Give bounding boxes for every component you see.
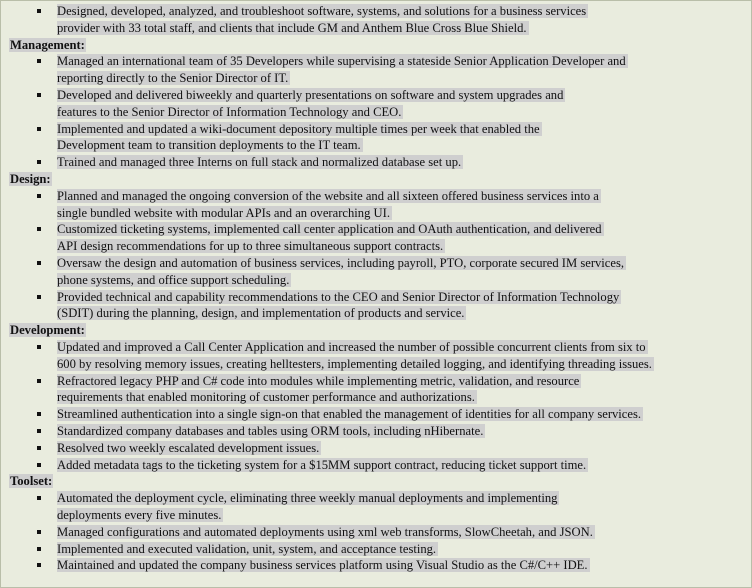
square-bullet-icon: [37, 93, 41, 97]
square-bullet-icon: [37, 547, 41, 551]
list-item: [7, 289, 747, 323]
item-line: [57, 238, 747, 255]
item-line: [57, 137, 747, 154]
item-line-text: Refractored legacy PHP and C# code into modules while implementing metric, validation, and resource: [57, 373, 580, 388]
item-line-text: Developed and delivered biweekly and quarterly presentations on software and system upgrades and: [57, 87, 564, 102]
item-line: [57, 20, 747, 37]
item-line: [57, 121, 747, 138]
item-line: [57, 557, 747, 574]
square-bullet-icon: [37, 463, 41, 467]
list-item: [7, 87, 747, 121]
item-line-text: Oversaw the design and automation of business services, including payroll, PTO, corporate secured IM services,: [57, 255, 625, 270]
item-line: [57, 524, 747, 541]
bullet-list: [7, 53, 747, 171]
item-line-text: Trained and managed three Interns on full stack and normalized database set up.: [57, 155, 462, 170]
item-line: [57, 389, 747, 406]
item-line: [57, 457, 747, 474]
item-line: [57, 272, 747, 289]
square-bullet-icon: [37, 345, 41, 349]
item-line: [57, 255, 747, 272]
item-line: [57, 289, 747, 306]
item-line: [57, 205, 747, 222]
square-bullet-icon: [37, 429, 41, 433]
square-bullet-icon: [37, 530, 41, 534]
item-line-text: Managed configurations and automated deployments using xml web transforms, SlowCheetah, and JSON.: [57, 524, 593, 539]
square-bullet-icon: [37, 194, 41, 198]
section-intro: [7, 3, 747, 37]
list-item: [7, 373, 747, 407]
item-line-text: single bundled website with modular APIs and an overarching UI.: [57, 205, 390, 220]
bullet-list: [7, 188, 747, 322]
item-line-text: Implemented and executed validation, unit, system, and acceptance testing.: [57, 541, 437, 556]
section-heading: [7, 37, 747, 54]
section-heading-text: Management:: [10, 37, 85, 52]
section-heading-text: Design:: [10, 171, 51, 186]
section-heading: [7, 171, 747, 188]
item-line-text: Provided technical and capability recommendations to the CEO and Senior Director of Information Technology: [57, 289, 620, 304]
item-line-text: Resolved two weekly escalated development issues.: [57, 440, 320, 455]
item-line: [57, 70, 747, 87]
section-heading-text: Toolset:: [10, 474, 53, 489]
item-line-text: Added metadata tags to the ticketing system for a $15MM support contract, reducing ticket support time.: [57, 457, 587, 472]
item-line-text: Standardized company databases and tables using ORM tools, including nHibernate.: [57, 423, 484, 438]
item-line-text: requirements that enabled monitoring of customer performance and authorizations.: [57, 390, 475, 405]
item-line-text: Designed, developed, analyzed, and troubleshoot software, systems, and solutions for a business services: [57, 4, 587, 18]
item-line-text: API design recommendations for up to three simultaneous support contracts.: [57, 239, 444, 254]
item-line-text: provider with 33 total staff, and clients that include GM and Anthem Blue Cross Blue Shield.: [57, 20, 527, 35]
item-line-text: Streamlined authentication into a single sign-on that enabled the management of identities for all company services.: [57, 407, 642, 422]
item-line: [57, 339, 747, 356]
item-line: [57, 490, 747, 507]
list-item: [7, 53, 747, 87]
square-bullet-icon: [37, 295, 41, 299]
item-line-text: Development team to transition deployments to the IT team.: [57, 138, 361, 153]
item-line-text: reporting directly to the Senior Director of IT.: [57, 71, 289, 86]
item-line: [57, 305, 747, 322]
item-line: [57, 406, 747, 423]
section-toolset: [7, 473, 747, 574]
item-line-text: 600 by resolving memory issues, creating helltesters, implementing detailed logging, and identifying threading issues.: [57, 356, 652, 371]
square-bullet-icon: [37, 446, 41, 450]
list-item: [7, 406, 747, 423]
bullet-list: [7, 490, 747, 574]
list-item: [7, 255, 747, 289]
section-design: [7, 171, 747, 322]
list-item: [7, 457, 747, 474]
item-line: [57, 154, 747, 171]
list-item: [7, 557, 747, 574]
list-item: [7, 221, 747, 255]
item-line: [57, 3, 747, 20]
resume-content: [7, 3, 747, 574]
item-line-text: features to the Senior Director of Information Technology and CEO.: [57, 104, 402, 119]
square-bullet-icon: [37, 227, 41, 231]
section-heading-text: Development:: [10, 323, 85, 338]
bullet-list: [7, 3, 747, 37]
square-bullet-icon: [37, 379, 41, 383]
square-bullet-icon: [37, 160, 41, 164]
list-item: [7, 121, 747, 155]
list-item: [7, 188, 747, 222]
section-management: [7, 37, 747, 171]
item-line: [57, 440, 747, 457]
list-item: [7, 524, 747, 541]
item-line-text: (SDIT) during the planning, design, and implementation of products and service.: [57, 306, 465, 321]
square-bullet-icon: [37, 261, 41, 265]
square-bullet-icon: [37, 9, 41, 13]
list-item: [7, 423, 747, 440]
item-line: [57, 104, 747, 121]
item-line-text: deployments every five minutes.: [57, 507, 222, 522]
section-heading: [7, 322, 747, 339]
square-bullet-icon: [37, 59, 41, 63]
item-line-text: Managed an international team of 35 Developers while supervising a stateside Senior Application Developer and: [57, 54, 626, 69]
item-line-text: Customized ticketing systems, implemented call center application and OAuth authentication, and delivered: [57, 222, 602, 237]
item-line: [57, 188, 747, 205]
item-line: [57, 53, 747, 70]
item-line: [57, 221, 747, 238]
item-line-text: Automated the deployment cycle, eliminating three weekly manual deployments and implementing: [57, 491, 558, 506]
list-item: [7, 541, 747, 558]
list-item: [7, 440, 747, 457]
list-item: [7, 154, 747, 171]
item-line-text: Updated and improved a Call Center Application and increased the number of possible concurrent clients from six to: [57, 339, 646, 354]
square-bullet-icon: [37, 412, 41, 416]
square-bullet-icon: [37, 563, 41, 567]
item-line-text: Maintained and updated the company business services platform using Visual Studio as the C#/C++ IDE.: [57, 558, 588, 573]
section-heading: [7, 473, 747, 490]
list-item: [7, 3, 747, 37]
item-line-text: phone systems, and office support scheduling.: [57, 272, 290, 287]
section-development: [7, 322, 747, 473]
item-line-text: Planned and managed the ongoing conversion of the website and all sixteen offered business services into a: [57, 188, 599, 203]
item-line: [57, 423, 747, 440]
item-line: [57, 507, 747, 524]
list-item: [7, 339, 747, 373]
square-bullet-icon: [37, 127, 41, 131]
square-bullet-icon: [37, 496, 41, 500]
item-line: [57, 87, 747, 104]
item-line: [57, 373, 747, 390]
item-line: [57, 541, 747, 558]
list-item: [7, 490, 747, 524]
bullet-list: [7, 339, 747, 473]
item-line: [57, 356, 747, 373]
item-line-text: Implemented and updated a wiki-document depository multiple times per week that enabled the: [57, 121, 540, 136]
